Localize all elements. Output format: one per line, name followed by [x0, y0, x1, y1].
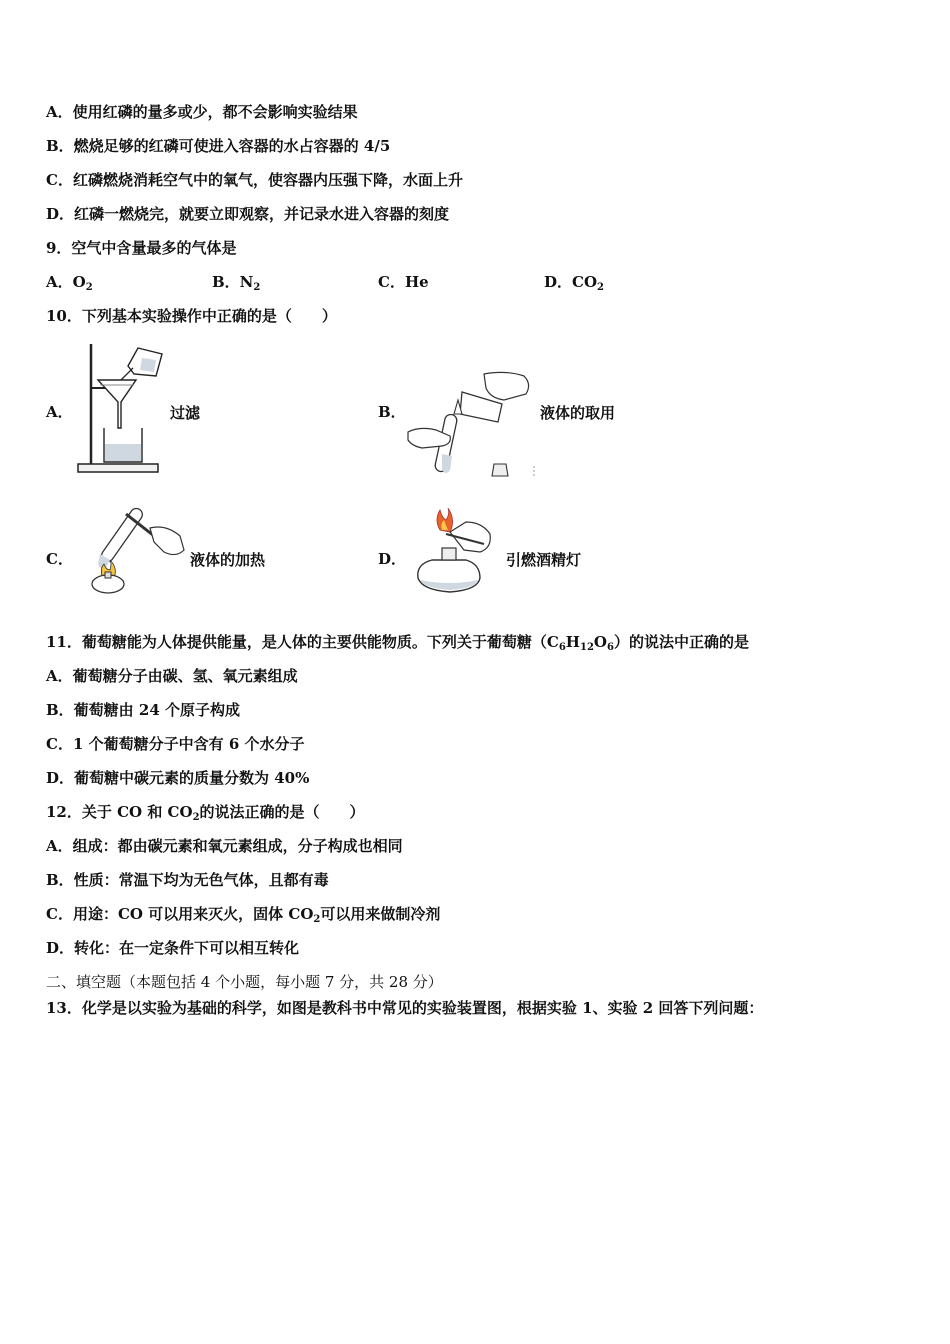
q11-option-a: A．葡萄糖分子由碳、氢、氧元素组成 — [46, 667, 298, 685]
q10-option-d-letter: D． — [378, 550, 407, 568]
q10-option-c-letter: C． — [46, 550, 73, 568]
q12-option-d: D．转化：在一定条件下可以相互转化 — [46, 939, 300, 957]
q9-stem: 9．空气中含量最多的气体是 — [46, 239, 237, 257]
q9-option-d: D．$CO_2$ — [544, 273, 604, 293]
q10-option-a-caption: 过滤 — [170, 404, 201, 422]
q11-option-c: C．1 个葡萄糖分子中含有 6 个水分子 — [46, 735, 305, 753]
q11-stem: 11．葡萄糖能为人体提供能量，是人体的主要供能物质。下列关于葡萄糖$(C_6H_{12}O_6)$的说法中正确的是 — [46, 633, 749, 653]
q9-option-b: B．$N_2$ — [212, 273, 261, 293]
filtration-figure — [76, 340, 166, 475]
q13-stem: 13．化学是以实验为基础的科学，如图是教科书中常见的实验装置图，根据实验 1、实验 2 回答下列问题： — [46, 999, 764, 1017]
q10-option-b-letter: B． — [378, 403, 406, 421]
q8-option-a: A．使用红磷的量多或少，都不会影响实验结果 — [46, 103, 358, 121]
q8-option-c: C．红磷燃烧消耗空气中的氧气，使容器内压强下降，水面上升 — [46, 171, 463, 189]
q9-option-c: C．He — [378, 273, 429, 291]
liquid-heating-figure — [80, 498, 190, 598]
q8-option-b: B．燃烧足够的红磷可使进入容器的水占容器的 4/5 — [46, 137, 391, 155]
q10-stem: 10．下列基本实验操作中正确的是（ ） — [46, 307, 337, 325]
q10-option-d-caption: 引燃酒精灯 — [506, 551, 582, 569]
q9-option-a: A．$O_2$ — [46, 273, 93, 293]
q10-option-b-caption: 液体的取用 — [540, 404, 616, 422]
alcohol-lamp-figure — [410, 508, 505, 600]
liquid-pouring-figure — [406, 370, 542, 480]
q12-option-c: C．用途：CO 可以用来灭火，固体 $CO_2$可以用来做制冷剂 — [46, 905, 441, 925]
section-heading: 二、填空题（本题包括 4 个小题，每小题 7 分，共 28 分） — [46, 973, 443, 991]
q12-option-b: B．性质：常温下均为无色气体，且都有毒 — [46, 871, 329, 889]
q10-option-c-caption: 液体的加热 — [190, 551, 266, 569]
q12-stem: 12．关于 CO 和 $CO_2$的说法正确的是（ ） — [46, 803, 365, 823]
q11-option-d: D．葡萄糖中碳元素的质量分数为 40% — [46, 769, 310, 787]
q11-option-b: B．葡萄糖由 24 个原子构成 — [46, 701, 240, 719]
q12-option-a: A．组成：都由碳元素和氧元素组成，分子构成也相同 — [46, 837, 403, 855]
q10-option-a-letter: A． — [46, 403, 73, 421]
q8-option-d: D．红磷一燃烧完，就要立即观察，并记录水进入容器的刻度 — [46, 205, 450, 223]
